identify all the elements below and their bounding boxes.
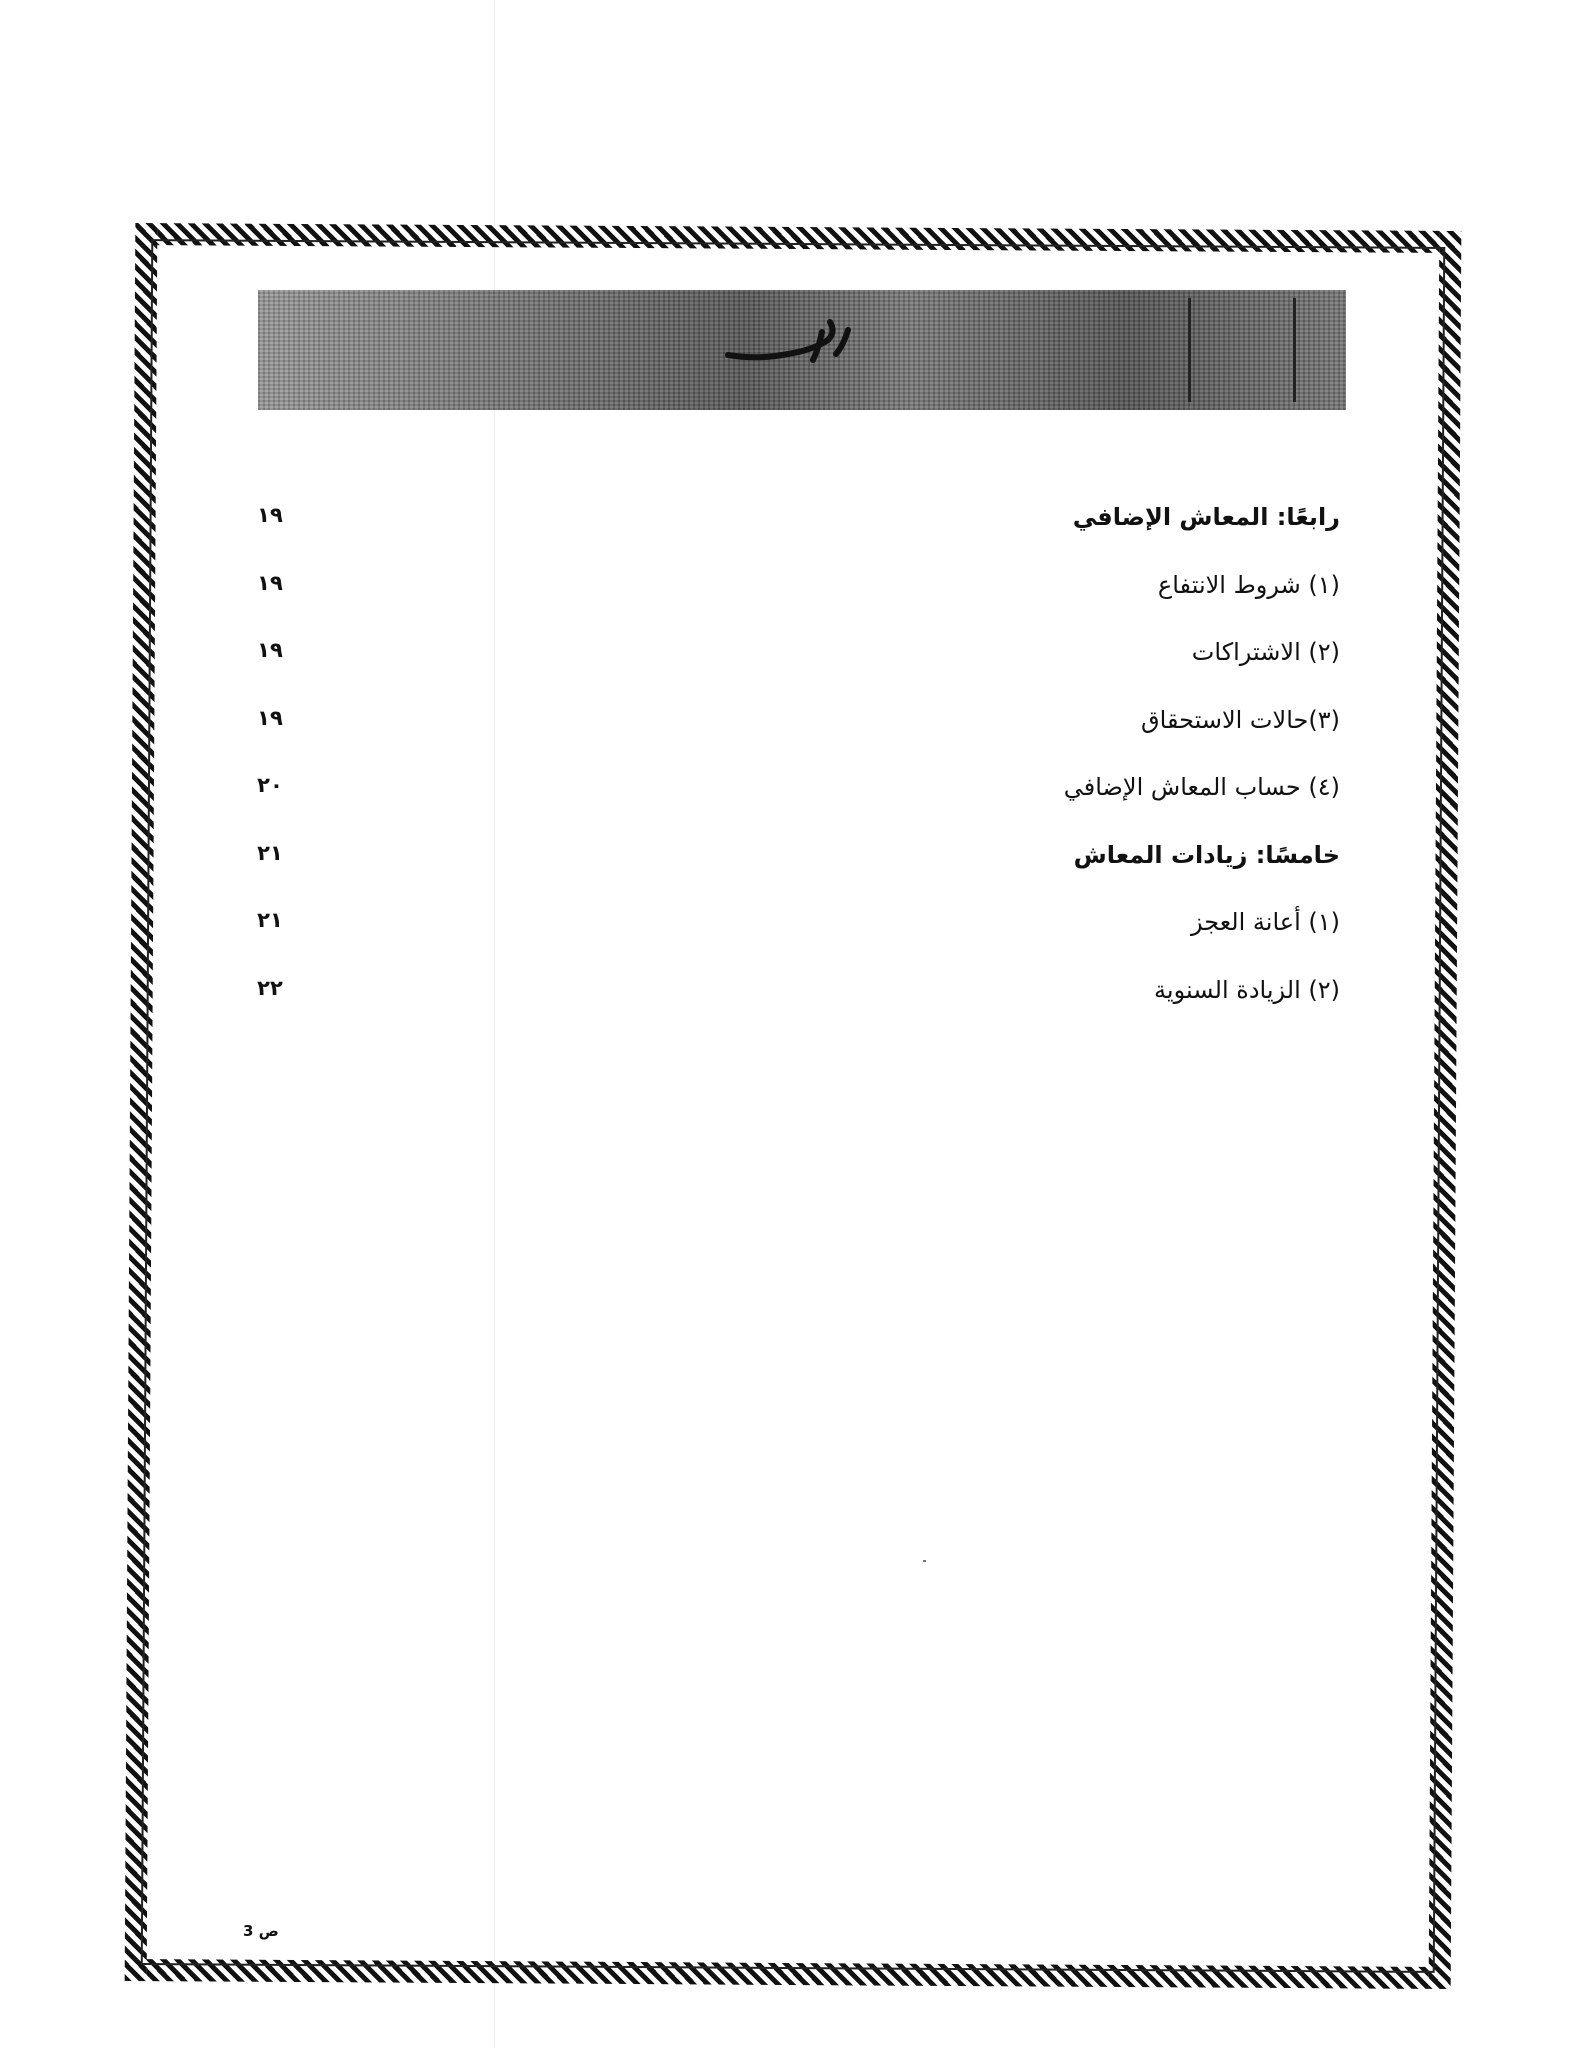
toc-page-number: ٢٢ (257, 975, 283, 1000)
toc-section-title: رابعًا: المعاش الإضافي (1072, 503, 1340, 531)
banner-divider (1188, 298, 1191, 402)
toc-section-row (250, 833, 1340, 901)
toc-page-number: ١٩ (257, 705, 283, 730)
toc-item-title: (٤) حساب المعاش الإضافي (1063, 773, 1340, 801)
toc-section-row (250, 495, 1340, 563)
toc-page-number: ١٩ (257, 570, 283, 595)
toc-page-number: ٢٠ (257, 773, 283, 797)
toc-page-number: ٢١ (257, 840, 283, 865)
page-number-label: ص 3 (243, 1922, 279, 1940)
title-banner (258, 290, 1346, 410)
toc-item-row (250, 630, 1340, 698)
toc-item-title: (٣)حالات الاستحقاق (1141, 705, 1340, 734)
toc-section-title: خامسًا: زيادات المعاش (1073, 840, 1340, 869)
table-of-contents (250, 495, 1340, 1035)
toc-page-number: ٢١ (257, 908, 283, 932)
toc-item-title: (٢) الاشتراكات (1191, 638, 1340, 666)
toc-item-title: (٢) الزيادة السنوية (1154, 975, 1340, 1004)
toc-item-title: (١) أعانة العجز (1190, 908, 1340, 936)
scan-speck (923, 1560, 926, 1562)
toc-page-number: ١٩ (257, 638, 283, 662)
toc-item-title: (١) شروط الانتفاع (1157, 570, 1340, 599)
toc-item-row (250, 900, 1340, 968)
toc-item-row (250, 765, 1340, 833)
toc-item-row (250, 563, 1340, 631)
handwritten-title-mark (718, 310, 858, 380)
banner-divider (1293, 298, 1296, 402)
toc-page-number: ١٩ (257, 503, 283, 527)
toc-item-row (250, 698, 1340, 766)
decorative-page-border (125, 223, 1462, 1989)
toc-item-row (250, 968, 1340, 1036)
